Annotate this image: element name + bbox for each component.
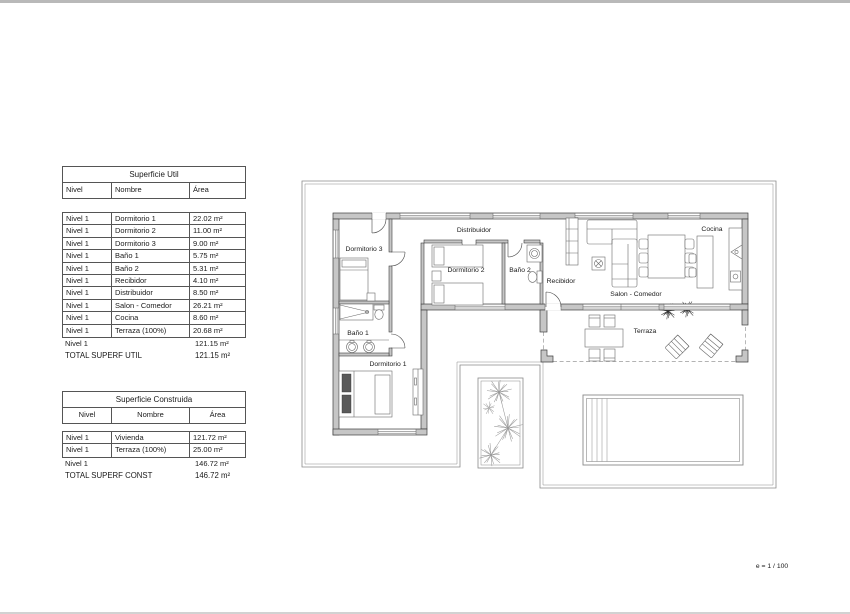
col-header-nivel: Nivel (66, 185, 83, 194)
table-cell: Terraza (100%) (111, 325, 189, 337)
total-label: TOTAL SUPERF CONST (65, 471, 153, 481)
kitchen-counter-icon (729, 228, 742, 290)
table-cell: 9.00 m² (189, 238, 245, 249)
table-cell: Nivel 1 (66, 214, 89, 223)
table-cell: Nivel 1 (66, 445, 89, 455)
col-header-area: Área (189, 183, 245, 198)
coffee-table-icon (592, 257, 605, 270)
door-icon (372, 213, 386, 233)
total-value: 146.72 m² (195, 471, 231, 481)
door-icon (508, 243, 522, 257)
col-header-area: Área (189, 408, 245, 423)
shower-icon (340, 304, 373, 320)
col-header-nombre: Nombre (111, 408, 189, 423)
table-cell: Nivel 1 (66, 238, 89, 248)
terrace-table-icon (585, 315, 623, 361)
subtotal-value: 146.72 m² (195, 458, 229, 468)
subtotal-label: Nivel 1 (65, 338, 88, 348)
dining-table-icon (639, 235, 694, 278)
table-cell: 4.10 m² (189, 275, 245, 286)
table-cell: Terraza (100%) (111, 444, 189, 456)
table-cell: Dormitorio 2 (111, 225, 189, 236)
window-icon (378, 430, 416, 435)
table-cell: 5.75 m² (189, 250, 245, 261)
table-cell: Cocina (111, 312, 189, 323)
window-icon (455, 305, 730, 310)
room-label-dormitorio-3: Dormitorio 3 (345, 246, 383, 253)
subtotal-value: 121.15 m² (195, 338, 229, 348)
table-cell: 8.50 m² (189, 287, 245, 298)
door-icon (545, 292, 561, 310)
bed-icon (339, 371, 392, 417)
room-label-dormitorio-2: Dormitorio 2 (447, 267, 485, 274)
table-cell: Baño 1 (111, 250, 189, 261)
total-label: TOTAL SUPERF UTIL (65, 351, 142, 361)
sink-icon (527, 245, 542, 262)
table-cell: Nivel 1 (66, 226, 89, 236)
table-cell: 5.31 m² (189, 263, 245, 274)
room-label-recibidor: Recibidor (546, 278, 576, 285)
table-cell: 11.00 m² (189, 225, 245, 236)
table-cell: Salon - Comedor (111, 300, 189, 311)
room-label-bano-2: Baño 2 (509, 267, 531, 274)
lounge-chair-icon (665, 334, 723, 359)
total-value: 121.15 m² (195, 351, 231, 361)
table-cell: 20.68 m² (189, 325, 245, 337)
table-cell: 8.60 m² (189, 312, 245, 323)
col-header-nivel: Nivel (78, 410, 96, 419)
room-label-distribuidor: Distribuidor (456, 227, 492, 234)
table-cell: Baño 2 (111, 263, 189, 274)
table-cell: Distribuidor (111, 287, 189, 298)
table-cell: 26.21 m² (189, 300, 245, 311)
garden-bed (478, 378, 523, 468)
scale-label: e = 1 / 100 (755, 563, 789, 570)
table-cell: Nivel 1 (66, 263, 89, 273)
col-header-nombre: Nombre (111, 183, 189, 198)
bed-icon (340, 258, 375, 301)
table-cell: Nivel 1 (66, 325, 89, 335)
subtotal-label: Nivel 1 (65, 458, 88, 468)
table-cell: Recibidor (111, 275, 189, 286)
wardrobe-icon (413, 369, 423, 415)
sofa-icon (587, 220, 637, 287)
table-cell: Nivel 1 (66, 433, 89, 442)
room-label-dormitorio-1: Dormitorio 1 (369, 361, 407, 368)
table-cell: Nivel 1 (66, 251, 89, 261)
door-icon (391, 252, 405, 266)
bed-icon (432, 245, 483, 305)
toilet-icon (374, 305, 384, 319)
table-cell: Nivel 1 (66, 275, 89, 285)
table-cell: Dormitorio 1 (111, 213, 189, 224)
table-title: Superficie Construida (62, 391, 246, 408)
table-cell: Nivel 1 (66, 313, 89, 323)
sink-icon (339, 340, 389, 353)
table-cell: 25.00 m² (189, 444, 245, 456)
room-label-salon-comedor: Salon - Comedor (610, 291, 662, 298)
room-label-bano-1: Baño 1 (347, 330, 369, 337)
room-label-terraza: Terraza (633, 328, 657, 335)
room-label-cocina: Cocina (701, 226, 723, 233)
table-cell: Nivel 1 (66, 300, 89, 310)
closet-icon (566, 218, 578, 265)
table-cell: 121.72 m² (189, 432, 245, 443)
table-cell: Dormitorio 3 (111, 238, 189, 249)
table-cell: Nivel 1 (66, 288, 89, 298)
door-icon (391, 334, 405, 348)
table-title: Superficie Util (62, 166, 246, 183)
pool (583, 395, 743, 465)
table-cell: Vivienda (111, 432, 189, 443)
table-cell: 22.02 m² (189, 213, 245, 224)
